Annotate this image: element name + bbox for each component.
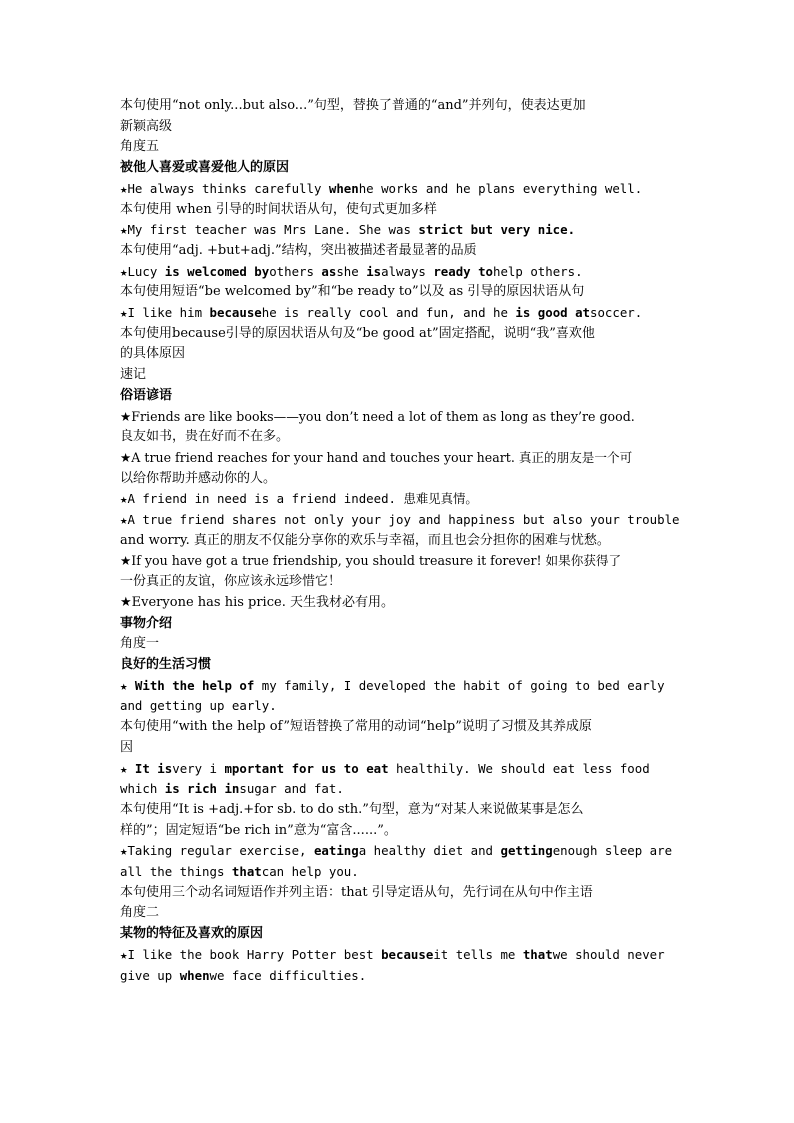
example-sentence xyxy=(120,862,680,883)
key-phrase: is good at xyxy=(515,305,590,321)
section-label: 速记 xyxy=(120,367,147,383)
sentence-text: we should never xyxy=(552,946,665,962)
example-sentence xyxy=(120,262,680,283)
proverb-translation: 以给你帮助并感动你的人。 xyxy=(120,470,277,486)
proverb-line: ★Everyone has his price. 天生我材必有用。 xyxy=(120,594,394,610)
sentence-text: help others. xyxy=(493,263,583,279)
sentence-text: ★He always thinks carefully xyxy=(120,180,329,196)
key-phrase: getting xyxy=(500,843,553,859)
sentence-text: it tells me xyxy=(433,946,523,962)
sentence-text: she xyxy=(336,263,367,279)
sentence-text: ★Lucy xyxy=(120,263,165,279)
sentence-text: healthily. We should eat less food xyxy=(388,760,650,776)
angle-heading: 角度一 xyxy=(120,636,160,652)
explanation-line: 的具体原因 xyxy=(120,346,186,362)
section-heading: 被他人喜爱或喜爱他人的原因 xyxy=(120,160,290,176)
key-phrase: With the help of xyxy=(134,677,255,693)
section-heading: 某物的特征及喜欢的原因 xyxy=(120,926,264,942)
example-sentence xyxy=(120,966,680,987)
example-sentence xyxy=(120,841,680,862)
text-line: 本句使用“not only...but also...”句型，替换了普通的“and”并列句，使表达更加 xyxy=(120,98,586,113)
key-phrase: that xyxy=(231,864,262,880)
key-phrase: It is xyxy=(134,760,173,776)
section-heading: 俗语谚语 xyxy=(120,387,173,403)
sentence-text: sugar and fat. xyxy=(239,781,344,797)
sentence-text: ★ xyxy=(120,677,135,693)
section-heading: 良好的生活习惯 xyxy=(120,656,212,672)
key-phrase: eating xyxy=(313,843,359,859)
proverb-translation: 一份真正的友谊，你应该永远珍惜它！ xyxy=(120,574,342,590)
explanation-line: 因 xyxy=(120,739,134,755)
explanation-line: 本句使用三个动名词短语作并列主语：that 引导定语从句，先行词在从句中作主语 xyxy=(120,884,593,900)
angle-heading: 角度二 xyxy=(120,905,160,921)
example-sentence xyxy=(120,220,680,241)
sentence-text: he is really cool and fun, and he xyxy=(261,305,516,321)
sentence-text: give up xyxy=(120,967,180,983)
proverb-line: ★A true friend reaches for your hand and touches your heart. 真正的朋友是一个可 xyxy=(120,449,633,465)
proverb-translation: 良友如书，贵在好而不在多。 xyxy=(120,429,290,445)
sentence-text: ★My first teacher was Mrs Lane. She was xyxy=(120,222,419,238)
explanation-line: 本句使用短语“be welcomed by”和“be ready to”以及 as 引导的原因状语从句 xyxy=(120,284,585,300)
key-phrase: when xyxy=(328,180,359,196)
example-sentence xyxy=(120,779,680,800)
key-phrase: is welcomed by xyxy=(164,263,270,279)
sentence-text: we face difficulties. xyxy=(209,967,367,983)
example-sentence: and getting up early. xyxy=(120,698,277,714)
section-heading: 事物介绍 xyxy=(120,615,173,631)
explanation-line: 本句使用“with the help of”短语替换了常用的动词“help”说明了习惯及其养成原 xyxy=(120,719,592,735)
explanation-line: 本句使用 when 引导的时间状语从句，使句式更加多样 xyxy=(120,201,437,217)
key-phrase: mportant for us to eat xyxy=(224,760,389,776)
key-phrase: strict but very nice. xyxy=(418,222,576,238)
sentence-text: my family, I developed the habit of going to bed early xyxy=(254,677,665,693)
explanation-line: 本句使用“adj. +but+adj.”结构，突出被描述者最显著的品质 xyxy=(120,242,477,258)
explanation-line: 本句使用because引导的原因状语从句及“be good at”固定搭配，说明“我”喜欢他 xyxy=(120,325,595,341)
explanation-line: 本句使用“It is +adj.+for sb. to do sth.”句型，意为“对某人来说做某事是怎么 xyxy=(120,801,584,817)
sentence-text: ★I like him xyxy=(120,305,210,321)
sentence-text: he works and he plans everything well. xyxy=(358,180,643,196)
sentence-text: a healthy diet and xyxy=(358,843,501,859)
sentence-text: ★ xyxy=(120,760,135,776)
sentence-text: very i xyxy=(172,760,225,776)
sentence-text: soccer. xyxy=(590,305,643,321)
example-sentence xyxy=(120,676,680,697)
sentence-text: ★I like the book Harry Potter best xyxy=(120,946,382,962)
key-phrase: is xyxy=(366,263,382,279)
angle-heading: 角度五 xyxy=(120,139,160,155)
key-phrase: because xyxy=(381,946,434,962)
sentence-text: others xyxy=(269,263,322,279)
key-phrase: because xyxy=(209,305,262,321)
sentence-text: ★Taking regular exercise, xyxy=(120,843,314,859)
key-phrase: ready to xyxy=(433,263,494,279)
example-sentence xyxy=(120,303,680,324)
proverb-line: ★A true friend shares not only your joy and happiness but also your trouble xyxy=(120,512,680,528)
proverb-line: ★A friend in need is a friend indeed. 患难见真情。 xyxy=(120,491,478,507)
sentence-text: can help you. xyxy=(261,864,359,880)
proverb-line: ★If you have got a true friendship, you should treasure it forever! 如果你获得了 xyxy=(120,553,622,569)
example-sentence xyxy=(120,759,680,780)
key-phrase: when xyxy=(179,967,210,983)
document-body xyxy=(120,96,680,986)
sentence-text: which xyxy=(120,781,165,797)
sentence-text: always xyxy=(381,263,434,279)
sentence-text: all the things xyxy=(120,864,232,880)
example-sentence xyxy=(120,945,680,966)
text-line: 新颖高级 xyxy=(120,118,173,134)
key-phrase: as xyxy=(321,263,337,279)
key-phrase: that xyxy=(522,946,553,962)
proverb-line: and worry. 真正的朋友不仅能分享你的欢乐与幸福，而且也会分担你的困难与忧愁。 xyxy=(120,532,610,548)
proverb-line: ★Friends are like books——you don’t need a lot of them as long as they’re good. xyxy=(120,408,635,424)
key-phrase: is rich in xyxy=(164,781,240,797)
explanation-line: 样的”；固定短语“be rich in”意为“富含......”。 xyxy=(120,822,397,838)
sentence-text: enough sleep are xyxy=(552,843,673,859)
example-sentence xyxy=(120,179,680,200)
